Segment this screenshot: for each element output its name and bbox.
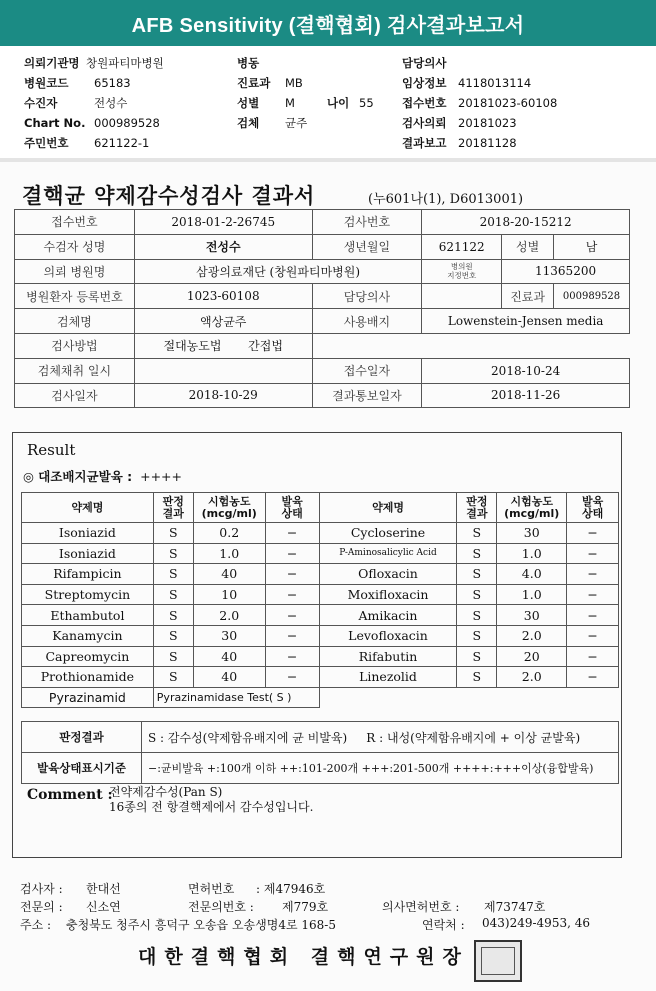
drug-name: Rifabutin xyxy=(319,646,457,667)
col-growth-1: 발육 xyxy=(281,494,303,508)
department-value: MB xyxy=(285,76,303,90)
table-row xyxy=(22,667,619,688)
drug-conc: 40 xyxy=(193,564,265,585)
age-label: 나이 xyxy=(327,96,350,110)
info-label: 의뢰 병원명 xyxy=(15,259,135,284)
header-col-2 xyxy=(237,53,374,133)
drug-name: Ethambutol xyxy=(22,605,154,626)
info-row xyxy=(15,210,630,235)
table-row xyxy=(22,687,619,708)
drug-result: S xyxy=(457,605,497,626)
drug-growth: − xyxy=(265,543,319,564)
judge-criteria xyxy=(142,722,619,753)
chart-no-label: Chart No. xyxy=(24,116,86,130)
info-receipt-no: 2018-01-2-26745 xyxy=(134,210,312,235)
info-dept: 000989528 xyxy=(554,284,630,309)
patient-label: 수진자 xyxy=(24,96,58,110)
control-growth xyxy=(23,467,182,485)
drug-result: S xyxy=(457,667,497,688)
info-medium: Lowenstein-Jensen media xyxy=(422,309,630,334)
info-label: 성별 xyxy=(502,234,554,259)
table-row xyxy=(22,564,619,585)
info-specimen: 액상균주 xyxy=(134,309,312,334)
document-title: 결핵균 약제감수성검사 결과서 xyxy=(22,183,316,208)
table-row xyxy=(22,605,619,626)
specialist-label: 전문의 : xyxy=(20,900,63,914)
drug-result: S xyxy=(153,625,193,646)
tester-name: 한대선 xyxy=(86,882,121,896)
sex-label: 성별 xyxy=(237,96,260,110)
judge-criteria-label: 판정결과 xyxy=(22,722,142,753)
official-seal-icon xyxy=(474,940,522,982)
doc-license-value: 제73747호 xyxy=(484,900,546,914)
info-row xyxy=(15,358,630,383)
drug-conc: 30 xyxy=(193,625,265,646)
growth-criteria-label: 발육상태표시기준 xyxy=(22,753,142,784)
info-label: 접수일자 xyxy=(312,358,422,383)
request-date-label: 검사의뢰 xyxy=(402,116,447,130)
drug-conc: 1.0 xyxy=(497,543,567,564)
comment-line-1: 전약제감수성(Pan S) xyxy=(109,785,223,799)
hosp-code-label-line1: 병의원 xyxy=(450,262,473,272)
drug-growth: − xyxy=(265,667,319,688)
drug-result: S xyxy=(457,564,497,585)
legend-table xyxy=(21,721,619,784)
col-growth xyxy=(265,493,319,523)
drug-name: Cycloserine xyxy=(319,523,457,544)
judge-r: R : 내성(약제함유배지에 + 이상 균발육) xyxy=(366,730,581,745)
col-drug: 약제명 xyxy=(319,493,457,523)
report-title: AFB Sensitivity (결핵협회) 검사결과보고서 xyxy=(0,0,656,46)
info-label: 검사번호 xyxy=(312,210,422,235)
info-collect xyxy=(134,358,312,383)
info-method xyxy=(134,333,312,358)
col-growth-1: 발육 xyxy=(581,494,604,508)
col-judge xyxy=(153,493,193,523)
col-judge-2: 결과 xyxy=(162,506,184,520)
institution-value: 창원파티마병원 xyxy=(86,56,164,70)
col-conc-1: 시험농도 xyxy=(207,494,251,508)
drug-growth: − xyxy=(265,605,319,626)
drug-result: S xyxy=(153,646,193,667)
drug-conc: 40 xyxy=(193,667,265,688)
info-hospital: 삼광의료재단 (창원파티마병원) xyxy=(134,259,421,284)
info-label: 사용배지 xyxy=(312,309,422,334)
drug-conc: 40 xyxy=(193,646,265,667)
col-judge-1: 판정 xyxy=(466,494,488,508)
drug-table xyxy=(21,492,619,708)
drug-conc: 20 xyxy=(497,646,567,667)
col-judge-2: 결과 xyxy=(466,506,488,520)
report-date-value: 20181128 xyxy=(458,136,517,150)
col-growth-2: 상태 xyxy=(581,506,604,520)
info-row xyxy=(15,309,630,334)
info-test-date: 2018-10-29 xyxy=(134,383,312,408)
info-row xyxy=(15,383,630,408)
judge-s: S : 감수성(약제함유배지에 균 비발육) xyxy=(148,730,348,745)
doc-license-label: 의사면허번호 : xyxy=(382,900,460,914)
info-label: 생년월일 xyxy=(312,234,422,259)
spec-no-label: 전문의번호 : xyxy=(188,900,254,914)
control-growth-label: ◎ 대조배지균발육 : xyxy=(23,469,133,484)
specimen-value: 균주 xyxy=(285,116,308,130)
drug-conc: 0.2 xyxy=(193,523,265,544)
drug-name: Streptomycin xyxy=(22,584,154,605)
drug-growth: − xyxy=(265,646,319,667)
drug-result: S xyxy=(153,605,193,626)
drug-result: S xyxy=(457,543,497,564)
drug-name: Prothionamide xyxy=(22,667,154,688)
patient-value: 전성수 xyxy=(94,96,128,110)
drug-name: Isoniazid xyxy=(22,543,154,564)
method-indirect: 간접법 xyxy=(248,339,283,354)
col-conc-2: (mcg/ml) xyxy=(201,506,257,520)
method-absolute: 절대농도법 xyxy=(163,339,222,354)
col-conc xyxy=(497,493,567,523)
drug-result: S xyxy=(457,523,497,544)
info-label: 검사일자 xyxy=(15,383,135,408)
receipt-no-label: 접수번호 xyxy=(402,96,447,110)
drug-growth: − xyxy=(567,667,619,688)
info-test-no: 2018-20-15212 xyxy=(422,210,630,235)
info-empty xyxy=(312,333,629,358)
info-label: 결과통보일자 xyxy=(312,383,422,408)
empty-cell xyxy=(319,687,618,708)
hospital-code-label: 병원코드 xyxy=(24,76,69,90)
drug-name: Rifampicin xyxy=(22,564,154,585)
comment-line-2: 16종의 전 항결핵제에서 감수성입니다. xyxy=(109,800,314,814)
pyrazinamide-name: Pyrazinamid xyxy=(22,687,154,708)
clinical-info-value: 4118013114 xyxy=(458,76,532,90)
drug-growth: − xyxy=(567,543,619,564)
drug-conc: 2.0 xyxy=(497,667,567,688)
info-dob: 621122 xyxy=(422,234,502,259)
info-row xyxy=(15,284,630,309)
specialist-name: 신소연 xyxy=(86,900,121,914)
resident-no-value: 621122-1 xyxy=(94,136,150,150)
document-code: (누601나(1), D6013001) xyxy=(368,192,524,207)
pyrazinamide-test: Pyrazinamidase Test( S ) xyxy=(153,687,319,708)
patient-info-table xyxy=(14,209,630,408)
drug-table-header xyxy=(22,493,619,523)
age-value: 55 xyxy=(359,96,374,110)
license-label: 면허번호 xyxy=(188,882,235,896)
doctor-label: 담당의사 xyxy=(402,56,447,70)
col-growth-2: 상태 xyxy=(281,506,303,520)
chart-no-value: 000989528 xyxy=(94,116,160,130)
drug-result: S xyxy=(457,625,497,646)
tester-label: 검사자 : xyxy=(20,882,63,896)
resident-no-label: 주민번호 xyxy=(24,136,69,150)
drug-name: Kanamycin xyxy=(22,625,154,646)
hospital-code-value: 65183 xyxy=(94,76,131,90)
drug-result: S xyxy=(457,584,497,605)
receipt-no-value: 20181023-60108 xyxy=(458,96,558,110)
info-reg-no: 1023-60108 xyxy=(134,284,312,309)
drug-table-body xyxy=(22,523,619,708)
info-label: 진료과 xyxy=(502,284,554,309)
drug-growth: − xyxy=(265,625,319,646)
drug-growth: − xyxy=(265,584,319,605)
col-conc-2: (mcg/ml) xyxy=(504,506,560,520)
info-label: 검체채취 일시 xyxy=(15,358,135,383)
contact-label: 연락처 : xyxy=(422,918,465,932)
drug-growth: − xyxy=(265,564,319,585)
license-value: : 제47946호 xyxy=(256,882,326,896)
ward-label: 병동 xyxy=(237,56,260,70)
spec-no-value: 제779호 xyxy=(282,900,329,914)
drug-name: Levofloxacin xyxy=(319,625,457,646)
growth-criteria: −:균비발육 +:100개 이하 ++:101-200개 +++:201-500개 ++++:+++이상(융합발육) xyxy=(142,753,619,784)
info-label xyxy=(422,259,502,284)
table-row xyxy=(22,584,619,605)
col-judge xyxy=(457,493,497,523)
table-row xyxy=(22,523,619,544)
comment-text xyxy=(109,785,313,815)
contact-value: 043)249-4953, 46 xyxy=(482,916,590,930)
issuing-institution: 대한결핵협회 결핵연구원장 xyxy=(138,946,469,968)
drug-name: Isoniazid xyxy=(22,523,154,544)
drug-conc: 1.0 xyxy=(497,584,567,605)
drug-growth: − xyxy=(567,625,619,646)
info-notified: 2018-11-26 xyxy=(422,383,630,408)
control-growth-value: ++++ xyxy=(140,469,182,484)
clinical-info-label: 임상정보 xyxy=(402,76,447,90)
drug-result: S xyxy=(153,667,193,688)
comment-label: Comment : xyxy=(27,787,113,803)
institution-label: 의뢰기관명 xyxy=(24,56,80,70)
info-label: 수검자 성명 xyxy=(15,234,135,259)
report-date-label: 결과보고 xyxy=(402,136,447,150)
info-row xyxy=(15,333,630,358)
drug-growth: − xyxy=(567,584,619,605)
table-row xyxy=(22,625,619,646)
info-row xyxy=(15,234,630,259)
info-label: 담당의사 xyxy=(312,284,422,309)
request-date-value: 20181023 xyxy=(458,116,517,130)
scanned-report xyxy=(0,162,656,991)
drug-name: Moxifloxacin xyxy=(319,584,457,605)
drug-result: S xyxy=(153,543,193,564)
drug-growth: − xyxy=(567,564,619,585)
col-conc xyxy=(193,493,265,523)
hosp-code-label-line2: 지정번호 xyxy=(447,271,477,281)
drug-conc: 2.0 xyxy=(497,625,567,646)
info-hosp-code: 11365200 xyxy=(502,259,630,284)
sex-value: M xyxy=(285,96,295,110)
legend-row xyxy=(22,753,619,784)
info-sex: 남 xyxy=(554,234,630,259)
result-title: Result xyxy=(27,441,76,459)
table-row xyxy=(22,543,619,564)
drug-name: Capreomycin xyxy=(22,646,154,667)
table-row xyxy=(22,646,619,667)
drug-growth: − xyxy=(567,646,619,667)
drug-conc: 1.0 xyxy=(193,543,265,564)
drug-result: S xyxy=(153,523,193,544)
legend-row xyxy=(22,722,619,753)
department-label: 진료과 xyxy=(237,76,271,90)
drug-conc: 30 xyxy=(497,605,567,626)
info-doctor xyxy=(422,284,502,309)
info-label: 검사방법 xyxy=(15,333,135,358)
result-box xyxy=(12,432,622,858)
header-col-3 xyxy=(402,53,557,153)
info-label: 검체명 xyxy=(15,309,135,334)
specimen-label: 검체 xyxy=(237,116,260,130)
drug-name: Ofloxacin xyxy=(319,564,457,585)
drug-conc: 4.0 xyxy=(497,564,567,585)
drug-conc: 30 xyxy=(497,523,567,544)
header-col-1 xyxy=(24,53,164,153)
drug-result: S xyxy=(153,564,193,585)
col-judge-1: 판정 xyxy=(162,494,184,508)
col-growth xyxy=(567,493,619,523)
drug-conc: 10 xyxy=(193,584,265,605)
drug-growth: − xyxy=(265,523,319,544)
drug-growth: − xyxy=(567,523,619,544)
info-name: 전성수 xyxy=(134,234,312,259)
info-label: 접수번호 xyxy=(15,210,135,235)
info-row xyxy=(15,259,630,284)
col-conc-1: 시험농도 xyxy=(510,494,553,508)
address-label: 주소 : xyxy=(20,918,52,932)
drug-name: Amikacin xyxy=(319,605,457,626)
col-drug: 약제명 xyxy=(22,493,154,523)
info-label: 병원환자 등록번호 xyxy=(15,284,135,309)
drug-conc: 2.0 xyxy=(193,605,265,626)
info-received: 2018-10-24 xyxy=(422,358,630,383)
address-value: 충청북도 청주시 흥덕구 오송읍 오송생명4로 168-5 xyxy=(66,918,336,932)
drug-growth: − xyxy=(567,605,619,626)
drug-name: Linezolid xyxy=(319,667,457,688)
drug-result: S xyxy=(457,646,497,667)
drug-name: P-Aminosalicylic Acid xyxy=(319,543,457,564)
drug-result: S xyxy=(153,584,193,605)
